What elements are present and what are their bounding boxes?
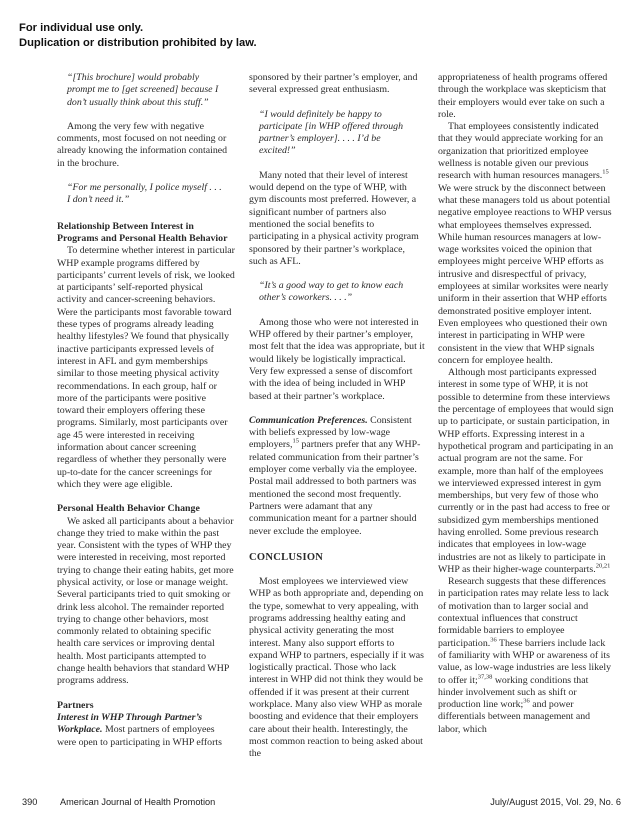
column-left	[57, 72, 235, 749]
section-heading: Partners	[57, 699, 94, 711]
section-heading-conclusion: CONCLUSION	[249, 551, 324, 563]
section-heading: Relationship Between Interest in Programs and Personal Health Behavior	[57, 220, 228, 244]
run-in-heading: Communication Preferences.	[249, 414, 368, 426]
citation-ref: 37,38	[477, 673, 493, 681]
paragraph: Research suggests that these differences in participation rates may relate less to lack of motivation than to larger social and contextual influences that construct formidable barriers to employee participation.$^{36}$ These barriers include lack of familiarity with WHP or awareness of its value, as low-wage industries are less likely to offer it;$^{37,38}$ working conditions that hinder involvement such as shift or production line work;$^{36}$ and power differentials between management and labor, which	[438, 576, 612, 735]
run-in-heading: Interest in WHP Through Partner’s Workplace.	[57, 711, 203, 736]
paragraph: appropriateness of health programs offered through the workplace was skepticism that their employers would ever take on such a role.	[438, 72, 608, 120]
paragraph: Most employees we interviewed view WHP as both appropriate and, depending on the type, somewhat to very appealing, with programs addressing healthy eating and physical activity generating the most interest. Many also support efforts to expand WHP to partners, especially if it was logistically practical. Those who lack interest in WHP did not think they would be offended if it was present at their current workplace. Many also view WHP as morale boosting and evidence that their employers care about their health. Interestingly, the most common reaction to being asked about the	[249, 576, 424, 760]
paragraph: We asked all participants about a behavior change they tried to make within the past year. Consistent with the types of WHP they were interested in receiving, most reported trying to change their eating habits, get more physical activity, or lose or manage weight. Several participants tried to quit smoking or drink less alcohol. The remainder reported trying to change other behaviors, most commonly related to obtaining specific health care services or improving dental health. Most participants attempted to change health behaviors that standard WHP programs address.	[57, 515, 234, 687]
quote-brochure: “[This brochure] would probably prompt me to [get screened] because I don’t usually think about this stuff.”	[67, 72, 219, 108]
paragraph: That employees consistently indicated that they would appreciate working for an organization that prioritized employee wellness is notable given our previous research with human resources managers.$^{15}$ We were struck by the disconnect between what these managers told us about potential negative employee reactions to WHP versus what employees themselves expressed. While human resources managers at low-wage worksites voiced the opinion that employees might perceive WHP efforts as intrusive and disrespectful of privacy, employees at similar worksites were nearly uniform in their assertion that WHP efforts demonstrated positive employer intent. Even employees who questioned their own interest in participating in WHP were consistent in the view that WHP signals concern for employee health.	[438, 121, 612, 366]
paragraph: Although most participants expressed interest in some type of WHP, it is not possible to determine from these interviews the percentage of employees that would sign up to participate, or sustain participation, in WHP efforts. Expressing interest in a hypothetical program and participating in an actual program are not the same. For example, more than half of the employees we interviewed expressed interest in gym memberships, but very few of those who currently or in the past had access to free or subsidized gym memberships mentioned having enrolled. Some previous research indicates that employees in low-wage industries are not as likely to participate in WHP as their higher-wage counterparts.$^{20,21}$	[438, 367, 614, 575]
citation-ref: 15	[602, 169, 609, 177]
column-middle	[249, 72, 425, 761]
citation-ref: 36	[523, 697, 530, 705]
paragraph: To determine whether interest in particular WHP example programs differed by participants’ current levels of risk, we looked at participants’ self-reported physical activity and cancer-screening behaviors. Were the participants most favorable toward these types of programs already leading healthy lifestyles? We found that physically inactive participants expressed levels of interest in AFL and gym memberships similar to those meeting physical activity recommendations. In each group, half or more of the participants were positive toward their employers offering these programs. Similarly, most participants over age 45 were interested in receiving information about cancer screening regardless of whether they personally were up-to-date for the cancer screenings for which they were age eligible.	[57, 245, 235, 490]
citation-ref: 36	[490, 636, 497, 644]
citation-ref: 15	[292, 438, 299, 446]
paragraph: Interest in WHP Through Partner’s Workplace. Most partners of employees were open to participating in WHP efforts	[57, 711, 222, 748]
usage-notice-line-2: Duplication or distribution prohibited by law.	[19, 37, 257, 49]
column-right	[438, 72, 614, 736]
paragraph: Among the very few with negative comments, most focused on not needing or already knowing the information contained in the brochure.	[57, 120, 228, 169]
paragraph: Among those who were not interested in WHP offered by their partner’s employer, most felt that the idea was appropriate, but it would likely be logistically impractical. Very few expressed a sense of discomfort with the idea of being included in WHP based at their partner’s workplace.	[249, 316, 425, 402]
citation-ref: 20,21	[595, 562, 611, 570]
issue-info: July/August 2015, Vol. 29, No. 6	[490, 797, 621, 807]
quote-police-myself: “For me personally, I police myself . . . I don’t need it.”	[67, 182, 222, 206]
paragraph: Communication Preferences. Consistent with beliefs expressed by low-wage employers,$^{15}$ partners prefer that any WHP-related communication from their partner’s employer come verbally via the employee. Postal mail addressed to both partners was mentioned the second most frequently. Partners were adamant that any communication meant for a partner should never exclude the employee.	[249, 414, 421, 537]
paragraph: Many noted that their level of interest would depend on the type of WHP, with gym discounts most preferred. However, a significant number of partners also mentioned the social benefits to participating in a physical activity program sponsored by their partner’s workplace, such as AFL.	[249, 169, 419, 267]
quote-coworkers: “It’s a good way to get to know each other’s coworkers. . . .”	[259, 280, 404, 304]
section-heading: Personal Health Behavior Change	[57, 503, 200, 515]
usage-notice	[19, 21, 257, 51]
paragraph: sponsored by their partner’s employer, and several expressed great enthusiasm.	[249, 72, 418, 96]
page-number: 390	[22, 797, 38, 807]
journal-name: American Journal of Health Promotion	[60, 797, 216, 807]
usage-notice-line-1: For individual use only.	[19, 22, 144, 34]
quote-happy-to-participate: “I would definitely be happy to participate [in WHP offered through partner’s employer]. . . . I’d be excited!”	[259, 108, 403, 157]
